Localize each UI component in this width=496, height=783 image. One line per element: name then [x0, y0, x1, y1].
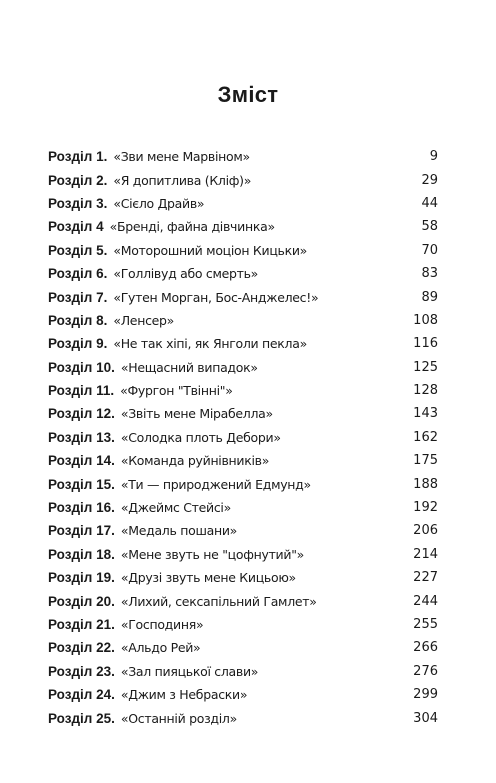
chapter-label: Розділ 17.: [48, 523, 115, 539]
chapter-label: Розділ 15.: [48, 476, 115, 492]
chapter-page-number: 162: [413, 429, 438, 445]
toc-entry: [48, 309, 438, 332]
chapter-label: Розділ 8.: [48, 312, 108, 328]
table-of-contents: [48, 145, 438, 730]
toc-entry: [48, 683, 438, 706]
chapter-page-number: 214: [413, 546, 438, 562]
chapter-title: «Я допитлива (Кліф)»: [113, 172, 252, 188]
chapter-label: Розділ 7.: [48, 289, 108, 305]
toc-entry: [48, 613, 438, 636]
chapter-label: Розділ 24.: [48, 687, 115, 703]
chapter-page-number: 29: [421, 172, 438, 188]
chapter-title: «Голлівуд або смерть»: [113, 266, 259, 282]
toc-entry: [48, 239, 438, 262]
toc-entry: [48, 472, 438, 495]
toc-entry: [48, 636, 438, 659]
chapter-label: Розділ 11.: [48, 383, 115, 399]
chapter-page-number: 276: [413, 663, 438, 679]
chapter-label: Розділ 1.: [48, 149, 108, 165]
chapter-title: «Солодка плоть Дебори»: [120, 429, 281, 445]
chapter-page-number: 9: [429, 149, 438, 165]
chapter-title: «Медаль пошани»: [120, 523, 237, 539]
toc-entry: [48, 402, 438, 425]
chapter-title: «Нещасний випадок»: [120, 359, 258, 375]
chapter-page-number: 128: [413, 383, 438, 399]
toc-entry: [48, 192, 438, 215]
toc-entry: [48, 660, 438, 683]
chapter-label: Розділ 21.: [48, 617, 115, 632]
toc-entry: [48, 449, 438, 472]
chapter-title: «Альдо Рей»: [120, 640, 201, 656]
toc-entry: [48, 379, 438, 402]
chapter-title: «Друзі звуть мене Кицьою»: [120, 570, 296, 586]
toc-entry: [48, 262, 438, 285]
toc-entry: [48, 706, 438, 729]
chapter-page-number: 83: [421, 266, 438, 282]
chapter-title: «Джеймс Стейсі»: [120, 500, 231, 516]
chapter-label: Розділ 10.: [48, 359, 115, 375]
toc-entry: [48, 519, 438, 542]
toc-entry: [48, 543, 438, 566]
chapter-label: Розділ 6.: [48, 266, 108, 282]
chapter-label: Розділ 20.: [48, 593, 115, 609]
chapter-title: «Сієло Драйв»: [113, 195, 205, 211]
chapter-label: Розділ 3.: [48, 195, 108, 211]
chapter-label: Розділ 18.: [48, 546, 115, 562]
chapter-page-number: 70: [421, 242, 438, 258]
chapter-page-number: 192: [413, 500, 438, 516]
chapter-title: «Моторошний моціон Кицьки»: [113, 242, 308, 258]
chapter-label: Розділ 12.: [48, 406, 115, 422]
toc-entry: [48, 589, 438, 612]
chapter-title: «Ти — природжений Едмунд»: [120, 476, 311, 492]
chapter-label: Розділ 22.: [48, 640, 115, 656]
toc-entry: [48, 356, 438, 379]
chapter-page-number: 206: [413, 523, 438, 539]
toc-entry: [48, 496, 438, 519]
toc-entry: [48, 426, 438, 449]
chapter-page-number: 227: [413, 570, 438, 586]
chapter-page-number: 255: [413, 617, 438, 632]
chapter-title: «Гутен Морган, Бос-Анджелес!»: [113, 289, 319, 305]
page-title: Зміст: [217, 82, 279, 107]
chapter-label: Розділ 14.: [48, 453, 115, 469]
chapter-page-number: 116: [413, 336, 438, 352]
toc-entry: [48, 215, 438, 238]
chapter-page-number: 108: [413, 312, 438, 328]
chapter-page-number: 89: [421, 289, 438, 305]
chapter-page-number: 143: [413, 406, 438, 422]
toc-entry: [48, 168, 438, 191]
toc-entry: [48, 332, 438, 355]
chapter-title: «Зал пияцької слави»: [120, 663, 259, 679]
chapter-label: Розділ 16.: [48, 500, 115, 516]
chapter-label: Розділ 19.: [48, 570, 115, 586]
chapter-page-number: 299: [413, 687, 438, 703]
chapter-label: Розділ 25.: [48, 710, 115, 726]
chapter-page-number: 58: [421, 219, 438, 235]
chapter-title: «Останній розділ»: [120, 710, 237, 726]
toc-entry: [48, 145, 438, 168]
chapter-title: «Команда руйнівників»: [120, 453, 270, 469]
chapter-page-number: 244: [413, 593, 438, 609]
chapter-label: Розділ 13.: [48, 429, 115, 445]
chapter-page-number: 304: [413, 710, 438, 726]
chapter-title: «Бренді, файна дівчинка»: [109, 219, 275, 235]
toc-entry: [48, 285, 438, 308]
chapter-page-number: 266: [413, 640, 438, 656]
chapter-label: Розділ 2.: [48, 172, 108, 188]
chapter-title: «Фургон "Твінні"»: [120, 383, 233, 399]
chapter-label: Розділ 4: [48, 219, 104, 235]
chapter-title: «Ленсер»: [113, 312, 175, 328]
chapter-title: «Джим з Небраски»: [120, 687, 248, 703]
chapter-title: «Господиня»: [120, 617, 204, 632]
chapter-title: «Мене звуть не "цофнутий"»: [120, 546, 304, 562]
chapter-label: Розділ 23.: [48, 663, 115, 679]
chapter-title: «Звіть мене Мірабелла»: [120, 406, 273, 422]
chapter-page-number: 44: [421, 195, 438, 211]
chapter-page-number: 175: [413, 453, 438, 469]
chapter-title: «Зви мене Марвіном»: [113, 149, 250, 165]
chapter-title: «Лихий, сексапільний Гамлет»: [120, 593, 317, 609]
chapter-label: Розділ 9.: [48, 336, 108, 352]
chapter-page-number: 125: [413, 359, 438, 375]
chapter-label: Розділ 5.: [48, 242, 108, 258]
chapter-page-number: 188: [413, 476, 438, 492]
chapter-title: «Не так хіпі, як Янголи пекла»: [113, 336, 307, 352]
toc-entry: [48, 566, 438, 589]
